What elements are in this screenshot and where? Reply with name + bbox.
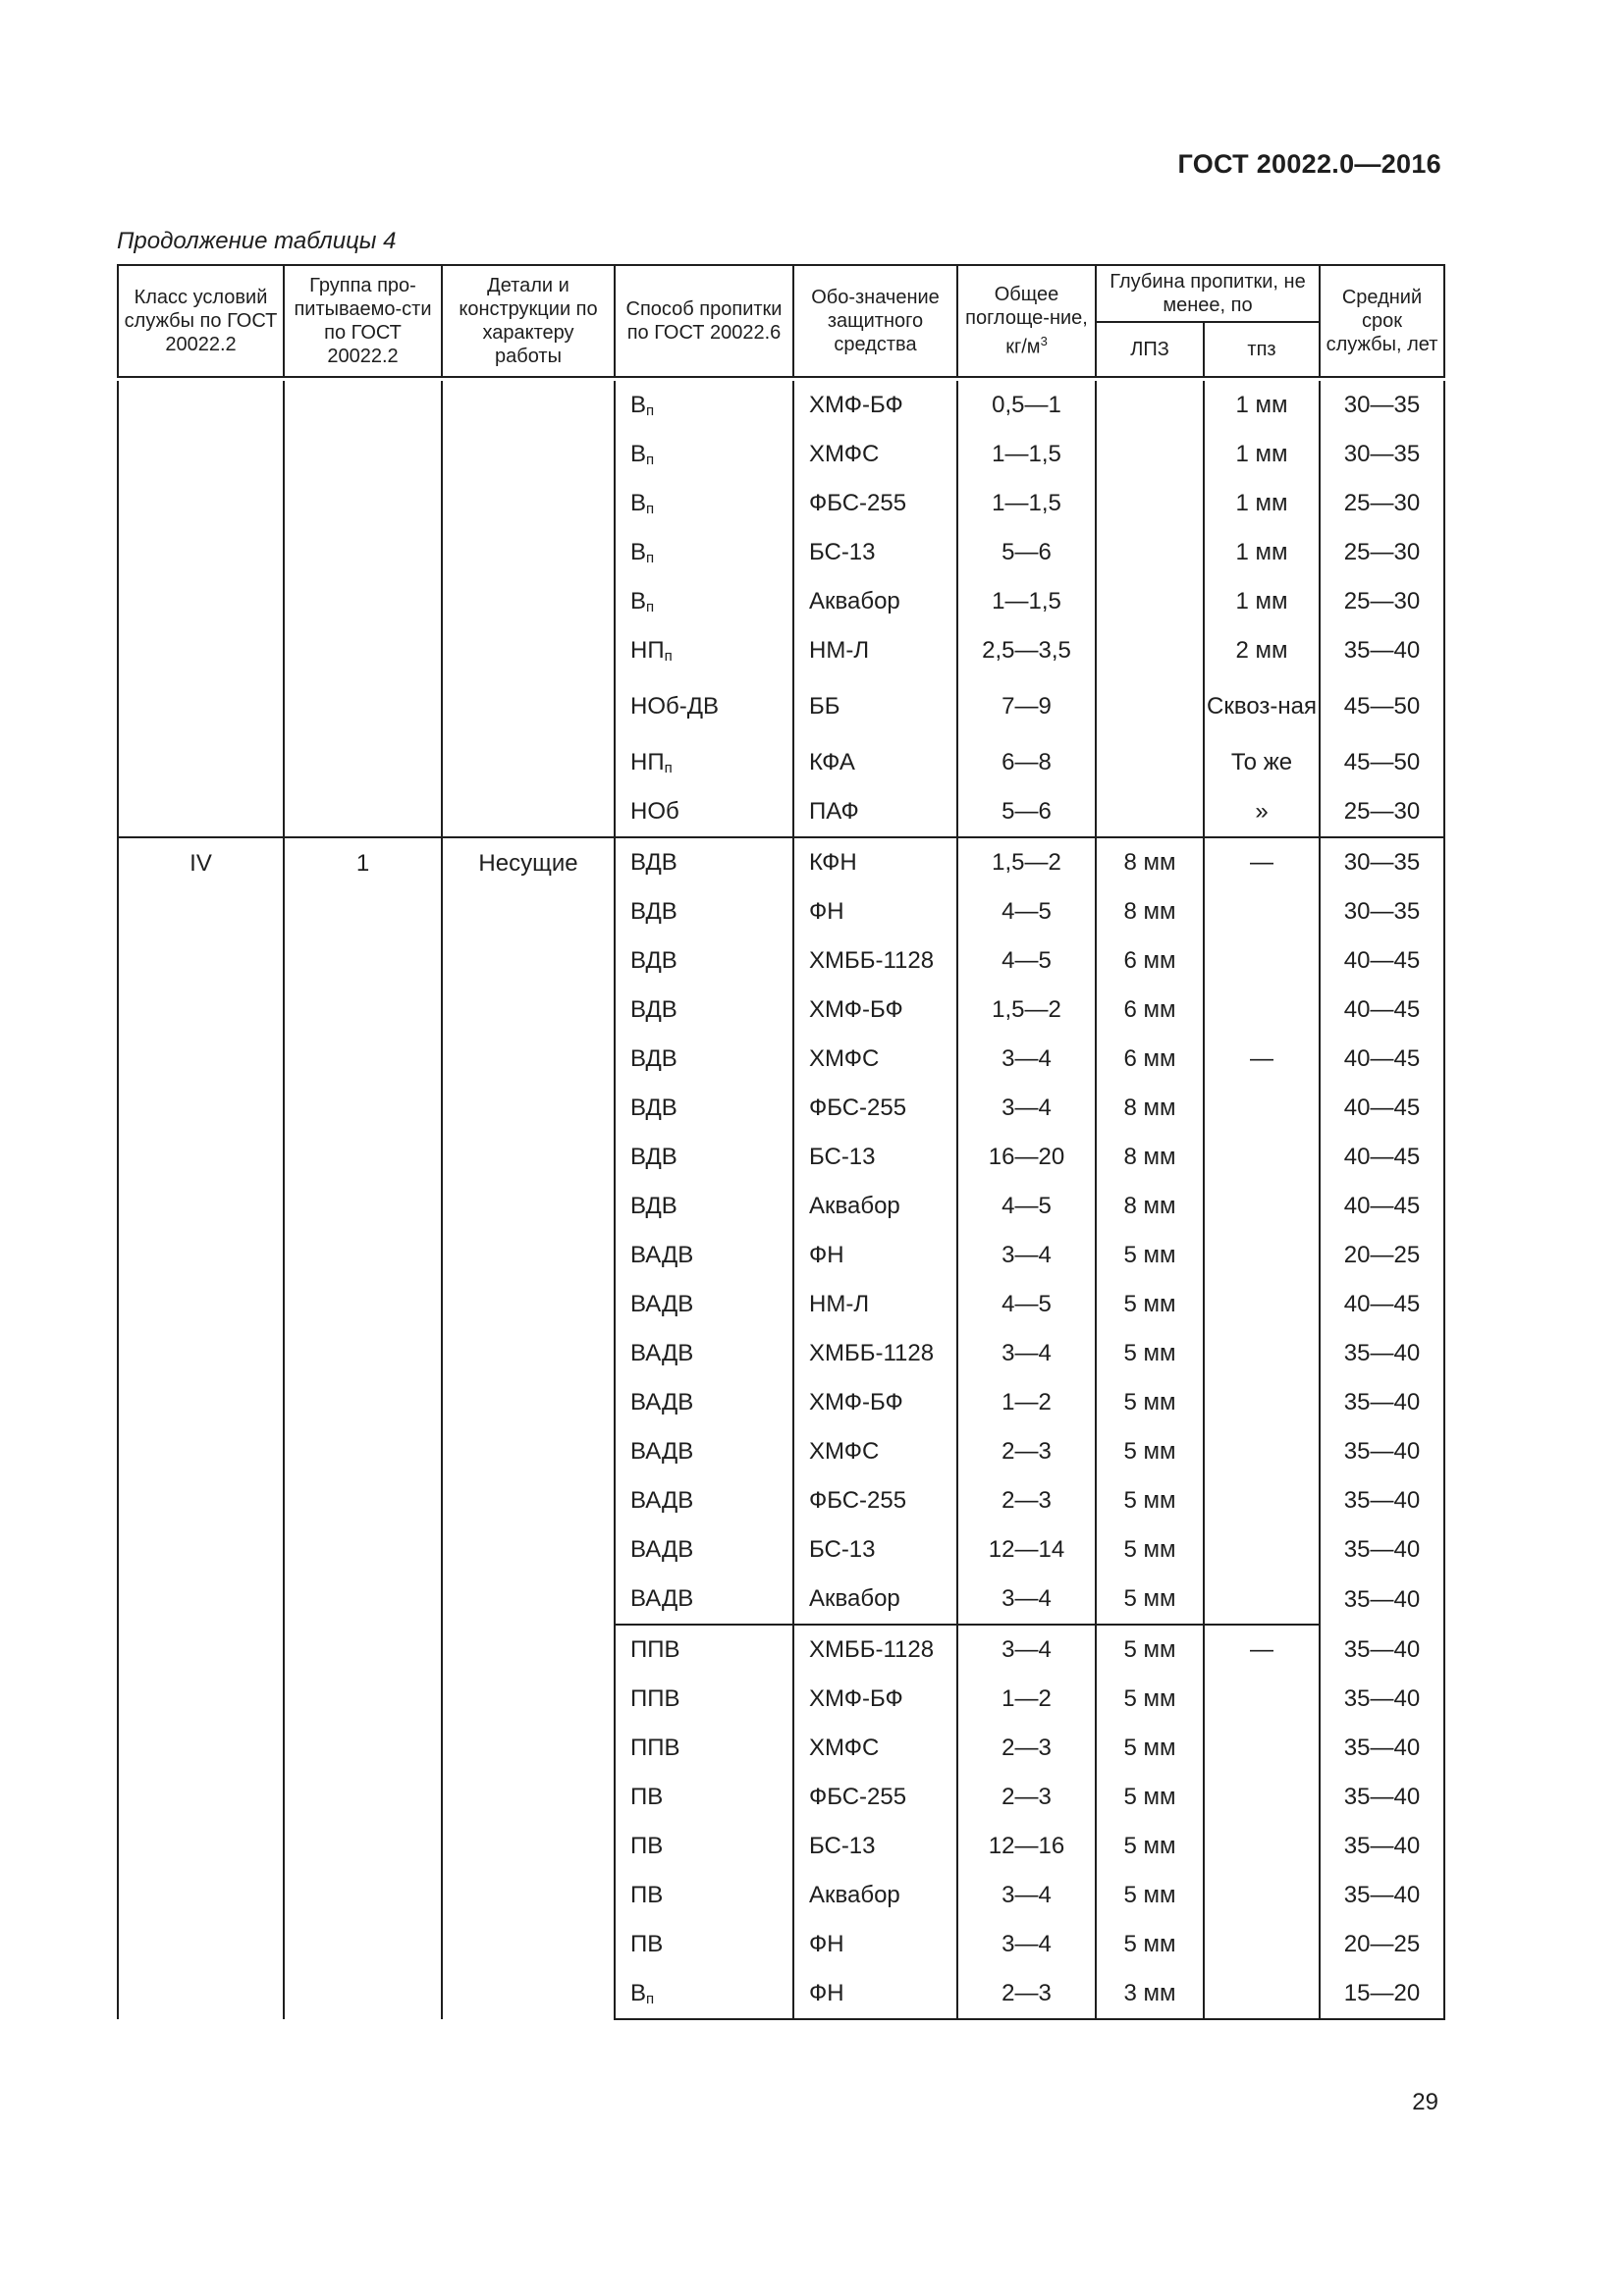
cell-absorption: 1,5—2 bbox=[957, 986, 1096, 1035]
cell-agent: ФН bbox=[793, 1969, 957, 2019]
cell-absorption: 1,5—2 bbox=[957, 837, 1096, 887]
cell-tpz bbox=[1204, 936, 1320, 986]
cell-tpz: 1 мм bbox=[1204, 430, 1320, 479]
cell-tpz: 1 мм bbox=[1204, 381, 1320, 430]
cell-tpz bbox=[1204, 1773, 1320, 1822]
cell-agent: КФА bbox=[793, 738, 957, 787]
cell-service-life: 35—40 bbox=[1320, 626, 1444, 675]
cell-service-life: 20—25 bbox=[1320, 1920, 1444, 1969]
cell-method: $В_п$ bbox=[615, 381, 793, 430]
cell-agent: НМ-Л bbox=[793, 1280, 957, 1329]
cell-agent: БС-13 bbox=[793, 1822, 957, 1871]
cell-agent: Аквабор bbox=[793, 577, 957, 626]
header-depth: Глубина пропитки, не менее, по bbox=[1096, 265, 1320, 322]
cell-method: НОб bbox=[615, 787, 793, 837]
cell-service-life: 40—45 bbox=[1320, 1133, 1444, 1182]
cell-lpz: 5 мм bbox=[1096, 1724, 1204, 1773]
header-agent: Обо-значение защитного средства bbox=[793, 265, 957, 377]
cell-tpz: 1 мм bbox=[1204, 577, 1320, 626]
cell-lpz bbox=[1096, 430, 1204, 479]
cell-agent: ФБС-255 bbox=[793, 1476, 957, 1525]
cell-lpz: 3 мм bbox=[1096, 1969, 1204, 2019]
cell-method: ППВ bbox=[615, 1625, 793, 1675]
cell-agent: ФБС-255 bbox=[793, 479, 957, 528]
cell-method: ВАДВ bbox=[615, 1427, 793, 1476]
cell-absorption: 4—5 bbox=[957, 1182, 1096, 1231]
cell-method: $В_п$ bbox=[615, 528, 793, 577]
cell-tpz: 2 мм bbox=[1204, 626, 1320, 675]
cell-tpz bbox=[1204, 1329, 1320, 1378]
cell-lpz bbox=[1096, 528, 1204, 577]
cell-lpz: 8 мм bbox=[1096, 837, 1204, 887]
cell-lpz: 5 мм bbox=[1096, 1920, 1204, 1969]
cell-service-life: 30—35 bbox=[1320, 887, 1444, 936]
cell-service-life: 25—30 bbox=[1320, 479, 1444, 528]
cell-service-life: 35—40 bbox=[1320, 1575, 1444, 1625]
cell-lpz: 5 мм bbox=[1096, 1822, 1204, 1871]
cell-service-life: 20—25 bbox=[1320, 1231, 1444, 1280]
cell-method: ВАДВ bbox=[615, 1525, 793, 1575]
cell-method: ВАДВ bbox=[615, 1280, 793, 1329]
cell-lpz: 5 мм bbox=[1096, 1378, 1204, 1427]
cell-lpz bbox=[1096, 479, 1204, 528]
cell-service-life: 40—45 bbox=[1320, 986, 1444, 1035]
cell-absorption: 2—3 bbox=[957, 1427, 1096, 1476]
page-number: 29 bbox=[1412, 2089, 1438, 2115]
cell-lpz: 8 мм bbox=[1096, 1084, 1204, 1133]
cell-absorption: 3—4 bbox=[957, 1871, 1096, 1920]
cell-service-life: 40—45 bbox=[1320, 1084, 1444, 1133]
cell-agent: ХМББ-1128 bbox=[793, 1329, 957, 1378]
cell-lpz: 6 мм bbox=[1096, 986, 1204, 1035]
cell-service-life: 40—45 bbox=[1320, 1280, 1444, 1329]
cell-lpz bbox=[1096, 577, 1204, 626]
cell-agent: ФН bbox=[793, 1231, 957, 1280]
cell-service-life: 35—40 bbox=[1320, 1378, 1444, 1427]
cell-absorption: 2—3 bbox=[957, 1969, 1096, 2019]
cell-agent: КФН bbox=[793, 837, 957, 887]
cell-agent: ХМФ-БФ bbox=[793, 1675, 957, 1724]
cell-method: ВАДВ bbox=[615, 1378, 793, 1427]
cell-lpz: 5 мм bbox=[1096, 1231, 1204, 1280]
cell-tpz bbox=[1204, 1084, 1320, 1133]
cell-method: НОб-ДВ bbox=[615, 675, 793, 738]
cell-method: ВАДВ bbox=[615, 1329, 793, 1378]
cell-details-empty bbox=[442, 381, 615, 837]
cell-service-life: 35—40 bbox=[1320, 1724, 1444, 1773]
cell-service-life: 35—40 bbox=[1320, 1329, 1444, 1378]
cell-agent: ХМББ-1128 bbox=[793, 936, 957, 986]
cell-absorption: 7—9 bbox=[957, 675, 1096, 738]
cell-absorption: 16—20 bbox=[957, 1133, 1096, 1182]
cell-absorption: 3—4 bbox=[957, 1625, 1096, 1675]
cell-agent: ХМББ-1128 bbox=[793, 1625, 957, 1675]
cell-tpz bbox=[1204, 1476, 1320, 1525]
cell-absorption: 1—1,5 bbox=[957, 430, 1096, 479]
cell-absorption: 1—1,5 bbox=[957, 479, 1096, 528]
cell-service-life: 25—30 bbox=[1320, 528, 1444, 577]
cell-method: $В_п$ bbox=[615, 577, 793, 626]
cell-tpz: 1 мм bbox=[1204, 528, 1320, 577]
cell-agent: ХМФС bbox=[793, 1427, 957, 1476]
cell-lpz: 5 мм bbox=[1096, 1871, 1204, 1920]
cell-lpz bbox=[1096, 738, 1204, 787]
cell-service-life: 15—20 bbox=[1320, 1969, 1444, 2019]
cell-method: ВДВ bbox=[615, 1084, 793, 1133]
cell-tpz bbox=[1204, 1231, 1320, 1280]
cell-absorption: 3—4 bbox=[957, 1035, 1096, 1084]
cell-method: ВДВ bbox=[615, 986, 793, 1035]
cell-method: ВДВ bbox=[615, 887, 793, 936]
cell-tpz: » bbox=[1204, 787, 1320, 837]
cell-service-life: 30—35 bbox=[1320, 837, 1444, 887]
cell-tpz: 1 мм bbox=[1204, 479, 1320, 528]
cell-lpz: 5 мм bbox=[1096, 1329, 1204, 1378]
cell-absorption: 6—8 bbox=[957, 738, 1096, 787]
cell-agent: БС-13 bbox=[793, 528, 957, 577]
cell-method: ВДВ bbox=[615, 936, 793, 986]
cell-tpz bbox=[1204, 1675, 1320, 1724]
cell-service-life: 35—40 bbox=[1320, 1476, 1444, 1525]
cell-absorption: 3—4 bbox=[957, 1920, 1096, 1969]
cell-agent: ББ bbox=[793, 675, 957, 738]
cell-service-life: 35—40 bbox=[1320, 1675, 1444, 1724]
cell-method: ПВ bbox=[615, 1871, 793, 1920]
cell-method: $В_п$ bbox=[615, 479, 793, 528]
cell-absorption: 4—5 bbox=[957, 1280, 1096, 1329]
cell-tpz bbox=[1204, 1182, 1320, 1231]
cell-method: ППВ bbox=[615, 1724, 793, 1773]
cell-tpz bbox=[1204, 1724, 1320, 1773]
cell-method: ПВ bbox=[615, 1822, 793, 1871]
cell-agent: ФН bbox=[793, 887, 957, 936]
cell-tpz: Сквоз-ная bbox=[1204, 675, 1320, 738]
cell-method: ВАДВ bbox=[615, 1575, 793, 1625]
cell-agent: ХМФС bbox=[793, 430, 957, 479]
header-details: Детали и конструкции по характеру работы bbox=[442, 265, 615, 377]
cell-absorption: 3—4 bbox=[957, 1084, 1096, 1133]
cell-absorption: 1—2 bbox=[957, 1675, 1096, 1724]
cell-tpz: — bbox=[1204, 1625, 1320, 1675]
cell-agent: Аквабор bbox=[793, 1871, 957, 1920]
header-service-life: Средний срок службы, лет bbox=[1320, 265, 1444, 377]
cell-service-life: 35—40 bbox=[1320, 1427, 1444, 1476]
cell-service-life: 35—40 bbox=[1320, 1871, 1444, 1920]
cell-agent: ХМФС bbox=[793, 1724, 957, 1773]
cell-agent: ХМФ-БФ bbox=[793, 986, 957, 1035]
cell-service-life: 40—45 bbox=[1320, 1182, 1444, 1231]
cell-absorption: 12—16 bbox=[957, 1822, 1096, 1871]
cell-agent: БС-13 bbox=[793, 1133, 957, 1182]
cell-service-life: 40—45 bbox=[1320, 1035, 1444, 1084]
cell-agent: НМ-Л bbox=[793, 626, 957, 675]
cell-absorption: 0,5—1 bbox=[957, 381, 1096, 430]
cell-method: ПВ bbox=[615, 1773, 793, 1822]
cell-agent: Аквабор bbox=[793, 1182, 957, 1231]
cell-absorption: 5—6 bbox=[957, 528, 1096, 577]
cell-service-life: 45—50 bbox=[1320, 738, 1444, 787]
cell-absorption: 3—4 bbox=[957, 1575, 1096, 1625]
table-row bbox=[118, 381, 1444, 430]
cell-agent: ФН bbox=[793, 1920, 957, 1969]
cell-tpz: То же bbox=[1204, 738, 1320, 787]
document-standard-header: ГОСТ 20022.0—2016 bbox=[1177, 149, 1441, 179]
cell-tpz bbox=[1204, 1822, 1320, 1871]
cell-absorption: 12—14 bbox=[957, 1525, 1096, 1575]
cell-tpz bbox=[1204, 1280, 1320, 1329]
cell-agent: БС-13 bbox=[793, 1525, 957, 1575]
cell-method: ВДВ bbox=[615, 1035, 793, 1084]
cell-service-life: 35—40 bbox=[1320, 1773, 1444, 1822]
cell-absorption: 2—3 bbox=[957, 1476, 1096, 1525]
cell-lpz: 8 мм bbox=[1096, 1182, 1204, 1231]
cell-absorption: 3—4 bbox=[957, 1231, 1096, 1280]
table-caption: Продолжение таблицы 4 bbox=[117, 228, 397, 254]
cell-tpz bbox=[1204, 1575, 1320, 1625]
cell-method: $В_п$ bbox=[615, 1969, 793, 2019]
cell-method: $В_п$ bbox=[615, 430, 793, 479]
cell-impregnability-group: 1 bbox=[284, 837, 442, 2019]
cell-lpz bbox=[1096, 675, 1204, 738]
cell-absorption: 3—4 bbox=[957, 1329, 1096, 1378]
cell-absorption: 4—5 bbox=[957, 887, 1096, 936]
cell-absorption: 2—3 bbox=[957, 1724, 1096, 1773]
cell-tpz: — bbox=[1204, 1035, 1320, 1084]
cell-method: ВДВ bbox=[615, 837, 793, 887]
cell-tpz bbox=[1204, 887, 1320, 936]
cell-details: Несущие bbox=[442, 837, 615, 2019]
cell-service-life: 25—30 bbox=[1320, 577, 1444, 626]
header-impregnability-group: Группа про-питываемо-сти по ГОСТ 20022.2 bbox=[284, 265, 442, 377]
header-lpz: ЛПЗ bbox=[1096, 322, 1204, 377]
cell-method: ВДВ bbox=[615, 1182, 793, 1231]
cell-lpz: 5 мм bbox=[1096, 1625, 1204, 1675]
cell-agent: Аквабор bbox=[793, 1575, 957, 1625]
cell-service-class: IV bbox=[118, 837, 284, 2019]
cell-lpz: 5 мм bbox=[1096, 1675, 1204, 1724]
cell-service-life: 30—35 bbox=[1320, 381, 1444, 430]
cell-method: ВДВ bbox=[615, 1133, 793, 1182]
cell-agent: ХМФС bbox=[793, 1035, 957, 1084]
cell-method: $НП_п$ bbox=[615, 626, 793, 675]
cell-lpz: 5 мм bbox=[1096, 1575, 1204, 1625]
cell-lpz: 5 мм bbox=[1096, 1525, 1204, 1575]
cell-service-life: 30—35 bbox=[1320, 430, 1444, 479]
cell-absorption: 1—2 bbox=[957, 1378, 1096, 1427]
cell-service-life: 35—40 bbox=[1320, 1525, 1444, 1575]
cell-tpz bbox=[1204, 1378, 1320, 1427]
cell-service-life: 40—45 bbox=[1320, 936, 1444, 986]
cell-agent: ФБС-255 bbox=[793, 1084, 957, 1133]
cell-absorption: 1—1,5 bbox=[957, 577, 1096, 626]
cell-service-life: 35—40 bbox=[1320, 1822, 1444, 1871]
header-service-class: Класс условий службы по ГОСТ 20022.2 bbox=[118, 265, 284, 377]
cell-lpz: 5 мм bbox=[1096, 1773, 1204, 1822]
cell-absorption: 2—3 bbox=[957, 1773, 1096, 1822]
cell-lpz: 6 мм bbox=[1096, 1035, 1204, 1084]
cell-lpz: 8 мм bbox=[1096, 1133, 1204, 1182]
cell-method: ВАДВ bbox=[615, 1476, 793, 1525]
cell-agent: ХМФ-БФ bbox=[793, 1378, 957, 1427]
cell-method: ВАДВ bbox=[615, 1231, 793, 1280]
cell-lpz: 8 мм bbox=[1096, 887, 1204, 936]
header-method: Способ пропитки по ГОСТ 20022.6 bbox=[615, 265, 793, 377]
cell-tpz bbox=[1204, 986, 1320, 1035]
cell-tpz bbox=[1204, 1969, 1320, 2019]
cell-absorption: 5—6 bbox=[957, 787, 1096, 837]
cell-tpz bbox=[1204, 1525, 1320, 1575]
cell-tpz bbox=[1204, 1427, 1320, 1476]
cell-lpz: 6 мм bbox=[1096, 936, 1204, 986]
cell-method: ППВ bbox=[615, 1675, 793, 1724]
cell-tpz bbox=[1204, 1871, 1320, 1920]
cell-group-empty bbox=[284, 381, 442, 837]
cell-lpz: 5 мм bbox=[1096, 1476, 1204, 1525]
cell-tpz bbox=[1204, 1920, 1320, 1969]
header-tpz: тпз bbox=[1204, 322, 1320, 377]
cell-lpz: 5 мм bbox=[1096, 1427, 1204, 1476]
cell-absorption: 2,5—3,5 bbox=[957, 626, 1096, 675]
cell-agent: ХМФ-БФ bbox=[793, 381, 957, 430]
cell-method: $НП_п$ bbox=[615, 738, 793, 787]
cell-lpz bbox=[1096, 787, 1204, 837]
cell-lpz bbox=[1096, 626, 1204, 675]
cell-tpz: — bbox=[1204, 837, 1320, 887]
cell-tpz bbox=[1204, 1133, 1320, 1182]
header-absorption: Общее поглоще-ние, $кг/м^3$ bbox=[957, 265, 1096, 377]
cell-agent: ФБС-255 bbox=[793, 1773, 957, 1822]
table-row bbox=[118, 837, 1444, 887]
impregnation-table bbox=[117, 264, 1445, 2020]
cell-lpz bbox=[1096, 381, 1204, 430]
cell-absorption: 4—5 bbox=[957, 936, 1096, 986]
cell-lpz: 5 мм bbox=[1096, 1280, 1204, 1329]
cell-service-life: 25—30 bbox=[1320, 787, 1444, 837]
cell-service-life: 45—50 bbox=[1320, 675, 1444, 738]
cell-method: ПВ bbox=[615, 1920, 793, 1969]
cell-service-life: 35—40 bbox=[1320, 1625, 1444, 1675]
cell-agent: ПАФ bbox=[793, 787, 957, 837]
cell-class-empty bbox=[118, 381, 284, 837]
